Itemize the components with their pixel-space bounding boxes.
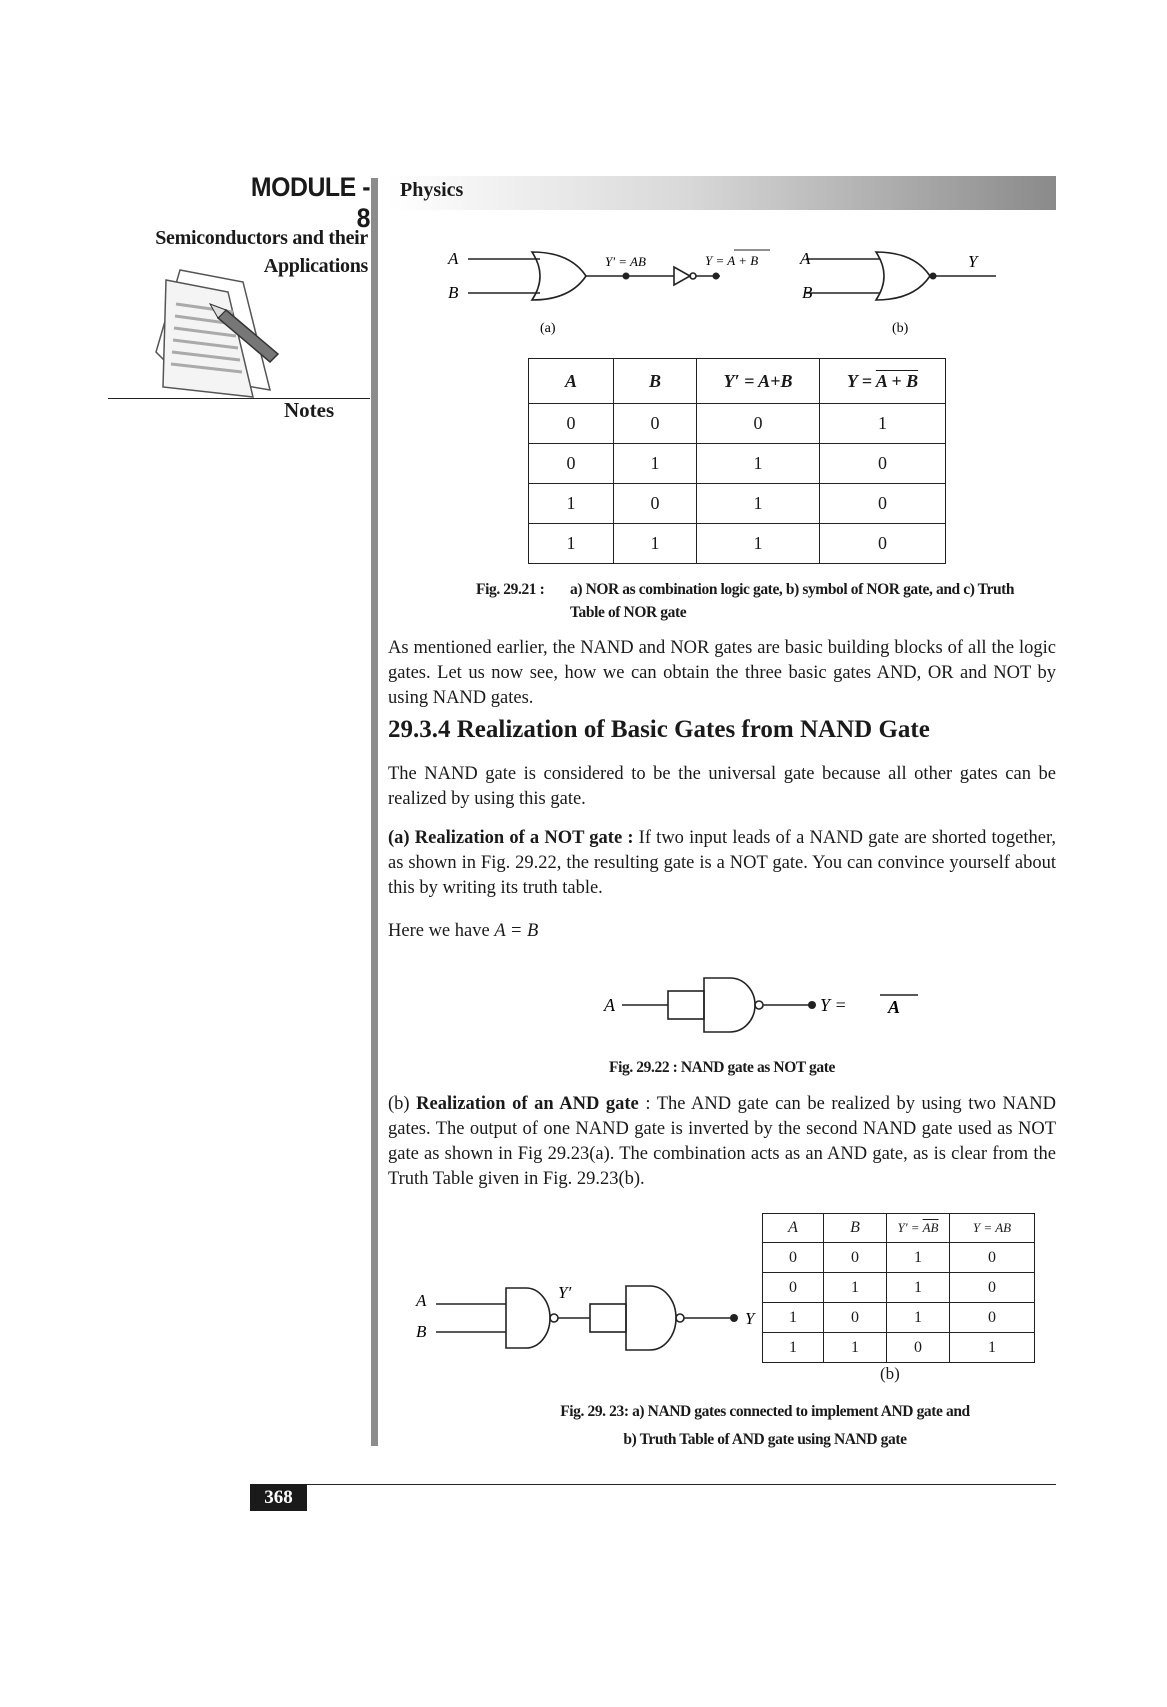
nand-not-diagram [600,968,930,1038]
fig23-caption-line2: b) Truth Table of AND gate using NAND gate [623,1431,907,1448]
header-title: Physics [400,179,464,201]
table-cell: 0 [824,1303,887,1333]
fig21-caption-lead: Fig. 29.21 : [476,581,545,598]
table-row [529,484,946,524]
table-cell: 1 [763,1333,824,1363]
table-cell: 1 [697,444,820,484]
fig21a-out-label: Y = A + B [705,253,759,268]
subtitle-line-1: Semiconductors and their [155,227,368,249]
fig21-caption [570,578,1056,624]
fig23-mid-label: Y′ [558,1283,572,1302]
fig23-output: Y [745,1309,755,1328]
not-gate-paragraph [388,826,1056,901]
fig21b-input-a: A [800,249,811,268]
and-gate-paragraph [388,1092,1056,1192]
and-gate-text: : The AND gate can be realized by using two NAND gates. The output of one NAND gate is inverted by the second NAND gate used as NOT gate as shown in Fig 29.23(a). The combination acts as an AND gate, as is clear from the Truth Table given in Fig. 29.23(b). [388,1094,1056,1189]
col-header: Y′ = A+B [697,359,820,404]
table-cell: 0 [614,484,697,524]
table-cell: 1 [763,1303,824,1333]
table-cell: 1 [887,1243,950,1273]
fig22-caption: Fig. 29.22 : NAND gate as NOT gate [609,1059,835,1076]
universal-gate-paragraph: The NAND gate is considered to be the universal gate because all other gates can be realized by using this gate. [388,764,1056,809]
col-header [887,1214,950,1243]
table-cell: 0 [820,524,946,564]
table-cell: 1 [950,1333,1035,1363]
table-cell: 0 [950,1243,1035,1273]
nor-circuit-diagram [440,240,1020,340]
equality-expr: A = B [494,921,539,941]
header-band [388,176,1056,210]
and-gate-heading: Realization of an AND gate [416,1094,639,1114]
fig22-output-value: A [888,997,901,1017]
fig21-caption-line1: a) NOR as combination logic gate, b) symbol of NOR gate, and c) Truth [570,581,1015,598]
margin-bar [371,178,378,1446]
overlined-expr: A + B [875,370,919,391]
footer-rule [250,1484,1056,1485]
nor-truth-table [528,358,946,564]
table-cell: 0 [887,1333,950,1363]
table-cell: 0 [820,484,946,524]
table-cell: 0 [614,404,697,444]
and-truth-table [762,1213,1035,1363]
fig23-caption-line1: Fig. 29. 23: a) NAND gates connected to implement AND gate and [560,1403,970,1420]
notes-label: Notes [284,398,335,422]
fig21a-label: (a) [540,321,556,336]
y-prime-label: Y′ = [897,1220,923,1235]
fig21-caption-line2: Table of NOR gate [570,604,687,621]
fig21a-input-a: A [448,249,459,268]
table-cell: 0 [763,1243,824,1273]
table-cell: 0 [529,444,614,484]
equality-text: Here we have [388,921,495,941]
not-gate-text: If two input leads of a NAND gate are shorted together, as shown in Fig. 29.22, the resulting gate is a NOT gate. You can convince yourself about this by writing its truth table. [388,828,1057,898]
table-cell: 1 [529,484,614,524]
col-header: B [824,1214,887,1243]
col-header: B [614,359,697,404]
col-header: A [529,359,614,404]
table-cell: 1 [614,524,697,564]
table-cell: 1 [887,1273,950,1303]
and-from-nand-diagram [410,1280,765,1360]
fig21b-input-b: B [802,283,813,302]
y-label: Y = [846,370,876,391]
module-title: MODULE - 8 [250,172,370,233]
table-cell: 0 [529,404,614,444]
subtitle-line-2: Applications [263,255,368,277]
table-cell: 1 [697,524,820,564]
table-cell: 1 [887,1303,950,1333]
table-row [763,1333,1035,1363]
table-cell: 0 [824,1243,887,1273]
table-cell: 0 [950,1303,1035,1333]
fig21b-label: (b) [892,321,909,336]
fig23-caption [388,1400,1142,1451]
table-row [763,1243,1035,1273]
table-row [529,404,946,444]
equality-paragraph [388,919,1056,944]
table-row [529,444,946,484]
fig23-table-label: (b) [880,1364,900,1383]
table-row [529,524,946,564]
col-header: A [763,1214,824,1243]
section-heading: 29.3.4 Realization of Basic Gates from NAND Gate [388,716,930,743]
and-gate-prefix: (b) [388,1094,417,1114]
table-header-row [763,1214,1035,1243]
col-header: Y = AB [950,1214,1035,1243]
table-cell: 1 [697,484,820,524]
fig22-output-label: Y = [820,995,847,1015]
not-gate-heading: (a) Realization of a NOT gate : [388,828,634,848]
table-cell: 0 [697,404,820,444]
table-header-row [529,359,946,404]
fig23-input-b: B [416,1322,427,1341]
notes-pencil-icon [138,262,288,412]
overlined-expr: $\overline{AB}$ [922,1220,939,1235]
table-cell: 0 [763,1273,824,1303]
fig23-input-a: A [416,1291,427,1310]
table-row [763,1303,1035,1333]
table-cell: 1 [529,524,614,564]
fig21a-input-b: B [448,283,459,302]
fig21b-output: Y [968,252,978,271]
table-row [763,1273,1035,1303]
intro-paragraph: As mentioned earlier, the NAND and NOR gates are basic building blocks of all the logic gates. Let us now see, how we can obtain the three basic gates AND, OR and NOT by using NAND gates. [388,638,1056,708]
page-number: 368 [250,1484,307,1511]
table-cell: 1 [824,1273,887,1303]
table-cell: 0 [950,1273,1035,1303]
table-cell: 1 [614,444,697,484]
table-cell: 0 [820,444,946,484]
fig22-input: A [604,995,615,1015]
table-cell: 1 [824,1333,887,1363]
col-header [820,359,946,404]
fig21a-mid-label: Y' = AB [605,254,646,269]
table-cell: 1 [820,404,946,444]
